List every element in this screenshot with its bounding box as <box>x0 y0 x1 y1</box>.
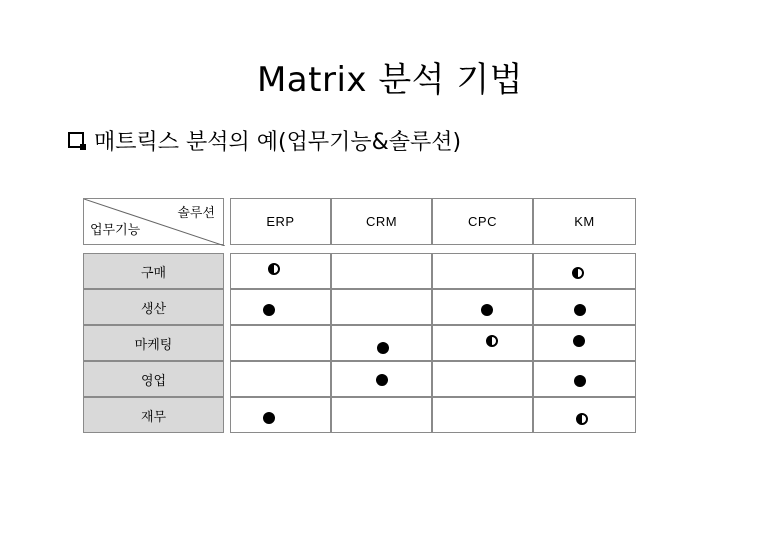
half-circle-icon <box>572 267 584 279</box>
matrix-cell <box>432 289 533 325</box>
col-header-cpc: CPC <box>432 198 533 245</box>
matrix-cell <box>230 289 331 325</box>
col-header-erp: ERP <box>230 198 331 245</box>
matrix-cell <box>533 289 636 325</box>
full-circle-icon <box>377 342 389 354</box>
full-circle-icon <box>263 412 275 424</box>
bullet-line <box>68 126 461 154</box>
matrix-cell <box>230 397 331 433</box>
matrix-corner-header <box>83 198 224 245</box>
matrix-cell <box>331 253 432 289</box>
matrix-cell <box>331 325 432 361</box>
col-header-crm: CRM <box>331 198 432 245</box>
checkbox-bullet-icon <box>68 132 84 148</box>
matrix-cell <box>331 289 432 325</box>
matrix-cell <box>533 325 636 361</box>
half-circle-icon <box>268 263 280 275</box>
matrix-cell <box>533 253 636 289</box>
half-circle-icon <box>576 413 588 425</box>
matrix-cell <box>331 397 432 433</box>
matrix-cell <box>230 325 331 361</box>
row-header-sales: 영업 <box>83 361 224 397</box>
matrix-cell <box>230 361 331 397</box>
row-header-marketing: 마케팅 <box>83 325 224 361</box>
full-circle-icon <box>263 304 275 316</box>
row-header-production: 생산 <box>83 289 224 325</box>
full-circle-icon <box>574 375 586 387</box>
slide-title: Matrix 분석 기법 <box>256 60 524 100</box>
matrix-cell <box>432 361 533 397</box>
corner-function-label: 업무기능 <box>90 223 141 238</box>
col-header-km: KM <box>533 198 636 245</box>
row-header-purchase: 구매 <box>83 253 224 289</box>
matrix-cell <box>533 361 636 397</box>
matrix-cell <box>230 253 331 289</box>
matrix-cell <box>432 325 533 361</box>
corner-solution-label: 솔루션 <box>177 206 215 221</box>
full-circle-icon <box>481 304 493 316</box>
row-header-finance: 재무 <box>83 397 224 433</box>
full-circle-icon <box>376 374 388 386</box>
matrix-cell <box>331 361 432 397</box>
matrix-cell <box>432 253 533 289</box>
matrix-cell <box>533 397 636 433</box>
bullet-text: 매트릭스 분석의 예(업무기능&솔루션) <box>94 129 462 155</box>
full-circle-icon <box>574 304 586 316</box>
half-circle-icon <box>486 335 498 347</box>
matrix-cell <box>432 397 533 433</box>
full-circle-icon <box>573 335 585 347</box>
